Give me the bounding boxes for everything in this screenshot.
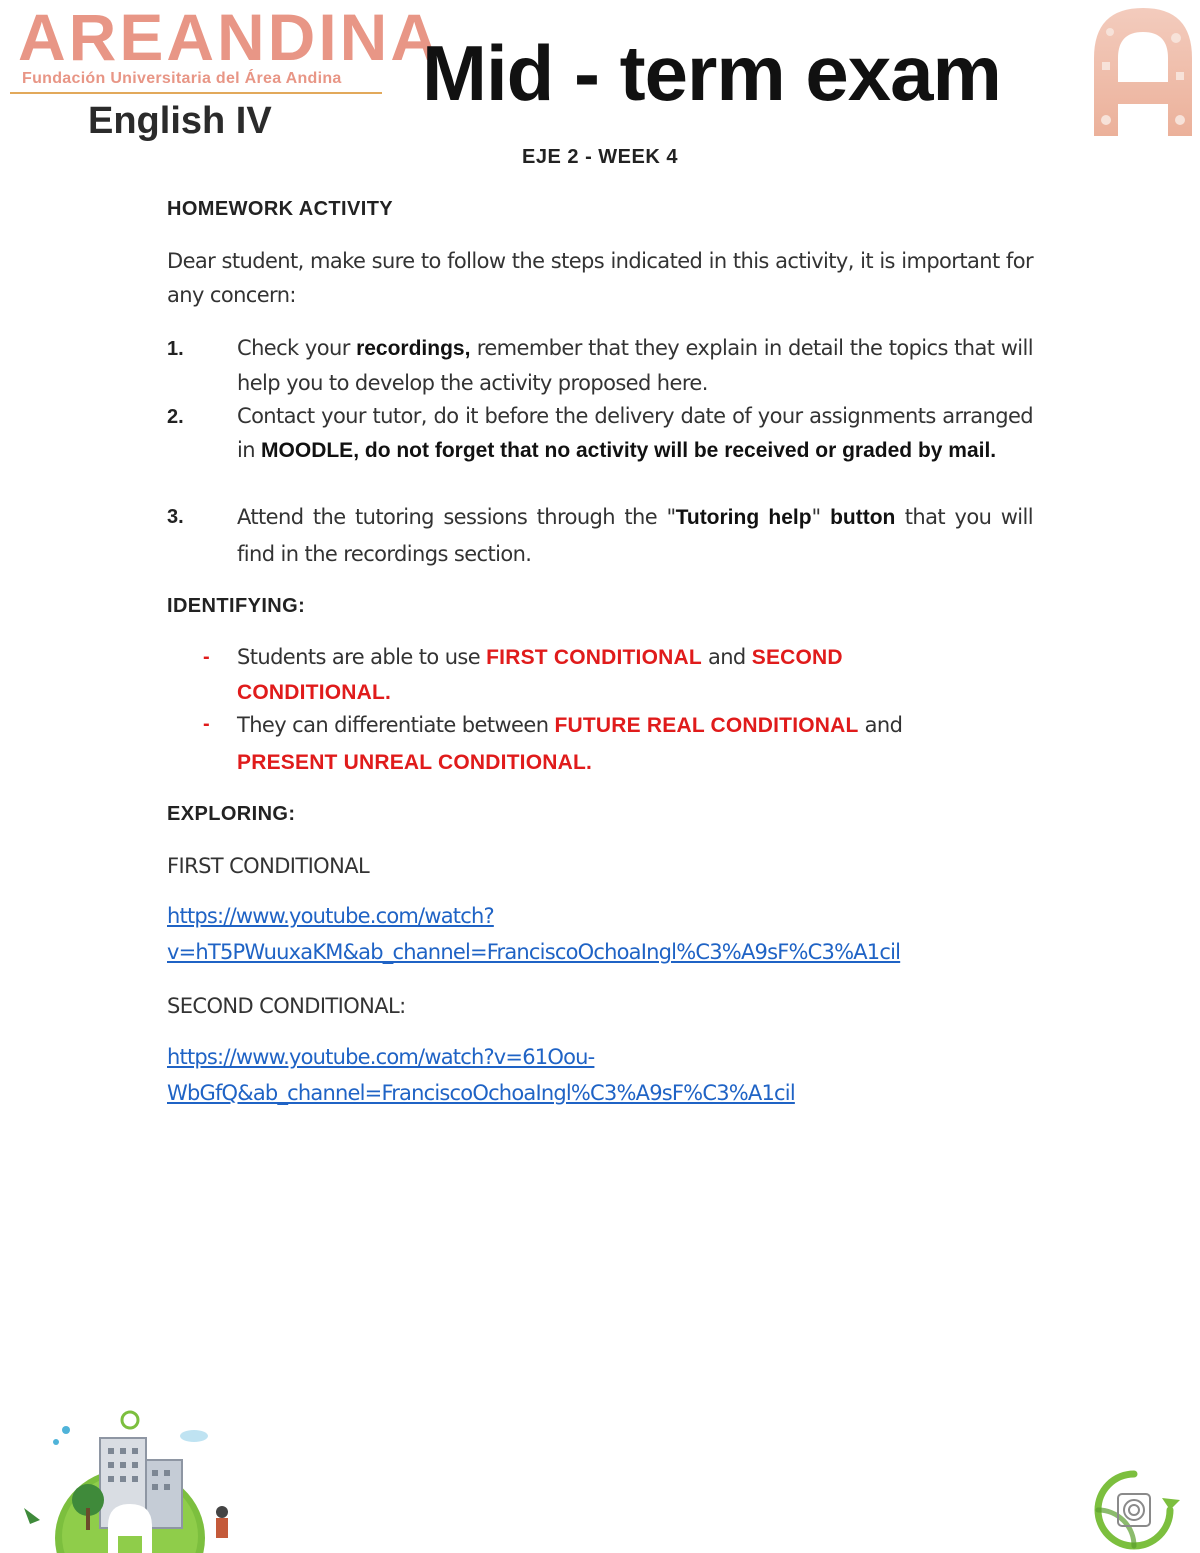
step-number: 3. — [167, 506, 184, 528]
video-link-line[interactable]: https://www.youtube.com/watch?v=61Oou- — [167, 1045, 595, 1069]
step-text: remember that they explain in detail the topics that will help you to develop the activity proposed here. — [237, 336, 1033, 395]
step-1 — [237, 331, 1033, 400]
identifying-item — [237, 640, 937, 710]
homework-heading: HOMEWORK ACTIVITY — [167, 198, 394, 220]
homework-intro: Dear student, make sure to follow the steps indicated in this activity, it is important for any concern: — [167, 249, 1033, 307]
item-text: and — [858, 713, 903, 737]
brand-logo: AREANDINA — [18, 0, 441, 74]
areandina-a-logo-icon — [1088, 2, 1198, 140]
video-link-line[interactable]: WbGfQ&ab_channel=FranciscoOchoaIngl%C3%A9sF%C3%A1cil — [167, 1081, 795, 1105]
page-title: Mid - term exam — [422, 29, 1001, 117]
brand-divider — [10, 92, 382, 94]
week-label: EJE 2 - WEEK 4 — [522, 146, 678, 168]
step-2 — [237, 399, 1033, 468]
second-conditional-label: SECOND CONDITIONAL: — [167, 994, 406, 1018]
highlight-text: SECOND CONDITIONAL. — [237, 646, 843, 704]
recycle-fingerprint-icon — [1076, 1468, 1192, 1550]
video-link-line[interactable]: v=hT5PWuuxaKM&ab_channel=FranciscoOchoaIngl%C3%A9sF%C3%A1cil — [167, 940, 901, 964]
course-name: English IV — [88, 100, 272, 142]
item-text: Students are able to use — [237, 645, 487, 669]
step-text: Contact your tutor, do it before the delivery date of your assignments arranged in — [237, 404, 1033, 462]
step-bold: button — [830, 506, 896, 529]
step-text: that you will find in the recordings section. — [237, 505, 1033, 566]
step-text: Attend the tutoring sessions through the " — [237, 505, 676, 529]
step-text: " — [811, 505, 831, 529]
item-text: They can differentiate between — [237, 713, 555, 737]
step-bold: Tutoring help — [675, 506, 812, 529]
step-text: Check your — [237, 336, 357, 360]
step-number: 2. — [167, 406, 184, 428]
bullet-dash: - — [203, 646, 210, 668]
bullet-dash: - — [203, 713, 210, 735]
sustainable-city-globe-icon — [10, 1408, 250, 1553]
highlight-text: PRESENT UNREAL CONDITIONAL. — [237, 751, 593, 774]
first-conditional-link[interactable] — [167, 898, 1047, 970]
step-bold: MOODLE, do not forget that no activity will be received or graded by mail. — [261, 439, 997, 462]
identifying-heading: IDENTIFYING: — [167, 595, 306, 617]
highlight-text: FIRST CONDITIONAL — [486, 646, 702, 669]
item-text: and — [701, 645, 752, 669]
step-bold: recordings, — [356, 337, 471, 360]
exploring-heading: EXPLORING: — [167, 803, 296, 825]
highlight-text: FUTURE REAL CONDITIONAL — [554, 714, 859, 737]
identifying-item — [237, 707, 997, 781]
first-conditional-label: FIRST CONDITIONAL — [167, 854, 370, 878]
brand-subtitle: Fundación Universitaria del Área Andina — [22, 70, 342, 87]
step-number: 1. — [167, 338, 184, 360]
video-link-line[interactable]: https://www.youtube.com/watch? — [167, 904, 494, 928]
step-3 — [237, 499, 1033, 572]
second-conditional-link[interactable] — [167, 1039, 1047, 1111]
